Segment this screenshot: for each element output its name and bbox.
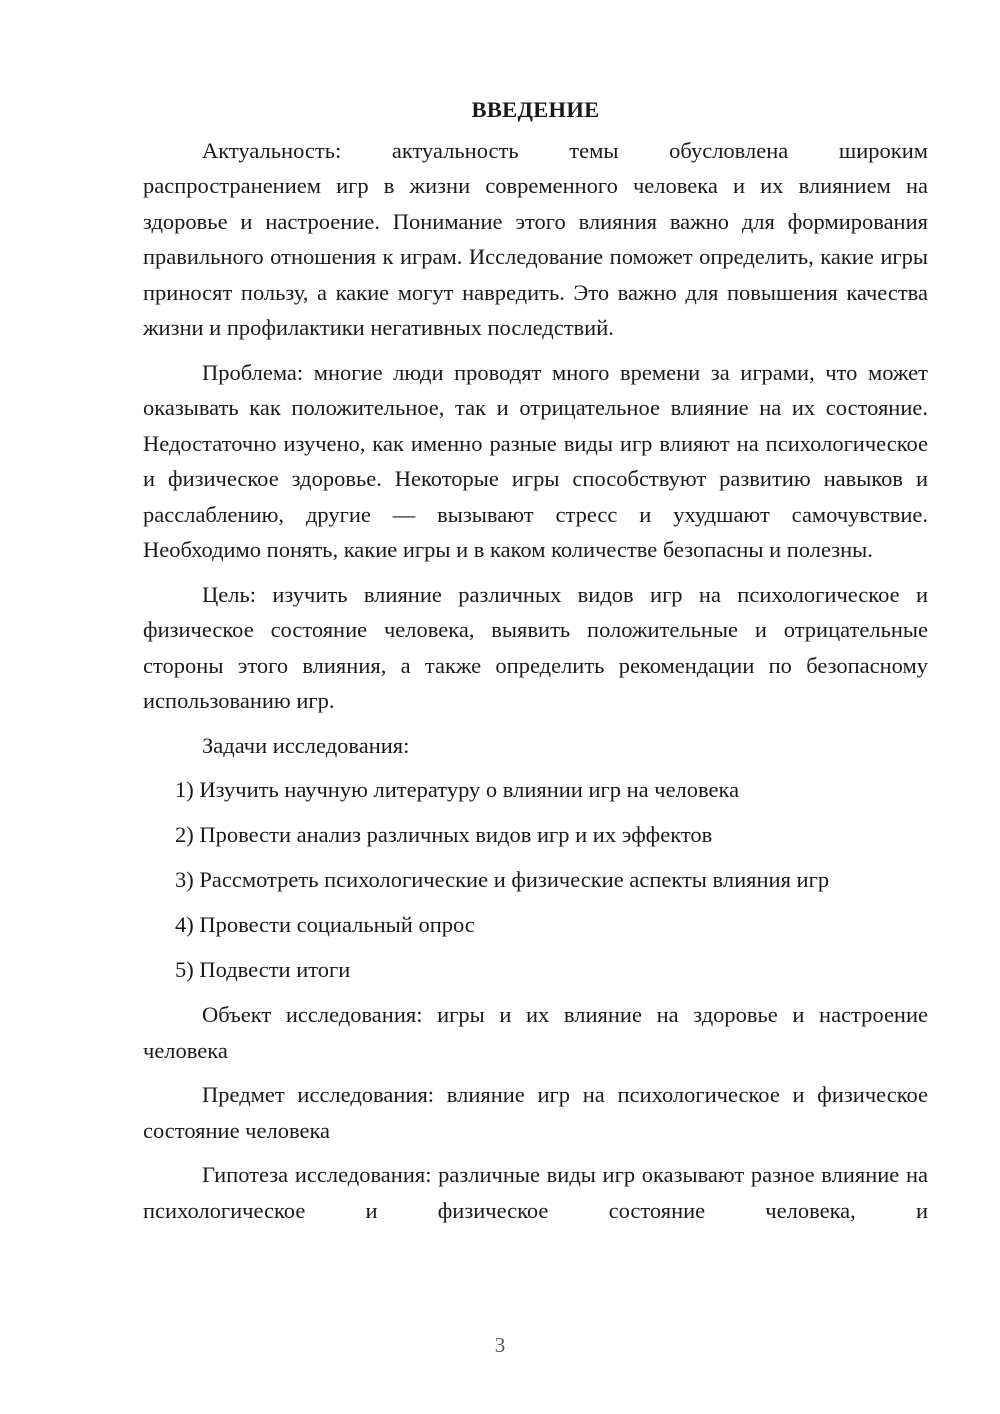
task-item-5: 5) Подвести итоги [175,957,351,982]
task-item-2: 2) Провести анализ различных видов игр и их эффектов [175,822,713,847]
page-title: ВВЕДЕНИЕ [471,97,600,122]
tasks-heading: Задачи исследования: [202,732,410,758]
task-item-3: 3) Рассмотреть психологические и физические аспекты влияния игр [175,867,830,892]
tasks-list [143,772,928,988]
document-page [143,92,928,1237]
problem-paragraph: Проблема: многие люди проводят много времени за играми, что может оказывать как положительное, так и отрицательное влияние на их состояние. Недостаточно изучено, как именно разные виды игр влияют на психологическое и физическое здоровье. Некоторые игры способствуют развитию навыков и расслаблению, другие — вызывают стресс и ухудшают самочувствие. Необходимо понять, какие игры и в каком количестве безопасны и полезны. [143,359,928,562]
hypothesis-paragraph: Гипотеза исследования: различные виды игр оказывают разное влияние на психологическое и физическое состояние человека, и [143,1162,928,1223]
relevance-paragraph: Актуальность: актуальность темы обусловлена широким распространением игр в жизни современного человека и их влиянием на здоровье и настроение. Понимание этого влияния важно для формирования правильного отношения к играм. Исследование поможет определить, какие игры приносят пользу, а какие могут навредить. Это важно для повышения качества жизни и профилактики негативных последствий. [143,137,928,340]
page-number: 3 [494,1333,506,1357]
goal-paragraph: Цель: изучить влияние различных видов игр на психологическое и физическое состояние человека, выявить положительные и отрицательные стороны этого влияния, а также определить рекомендации по безопасному использованию игр. [143,581,928,713]
subject-paragraph: Предмет исследования: влияние игр на психологическое и физическое состояние человека [143,1082,928,1143]
task-item-4: 4) Провести социальный опрос [175,912,475,937]
object-paragraph: Объект исследования: игры и их влияние на здоровье и настроение человека [143,1002,928,1063]
task-item-1: 1) Изучить научную литературу о влиянии игр на человека [175,777,740,802]
